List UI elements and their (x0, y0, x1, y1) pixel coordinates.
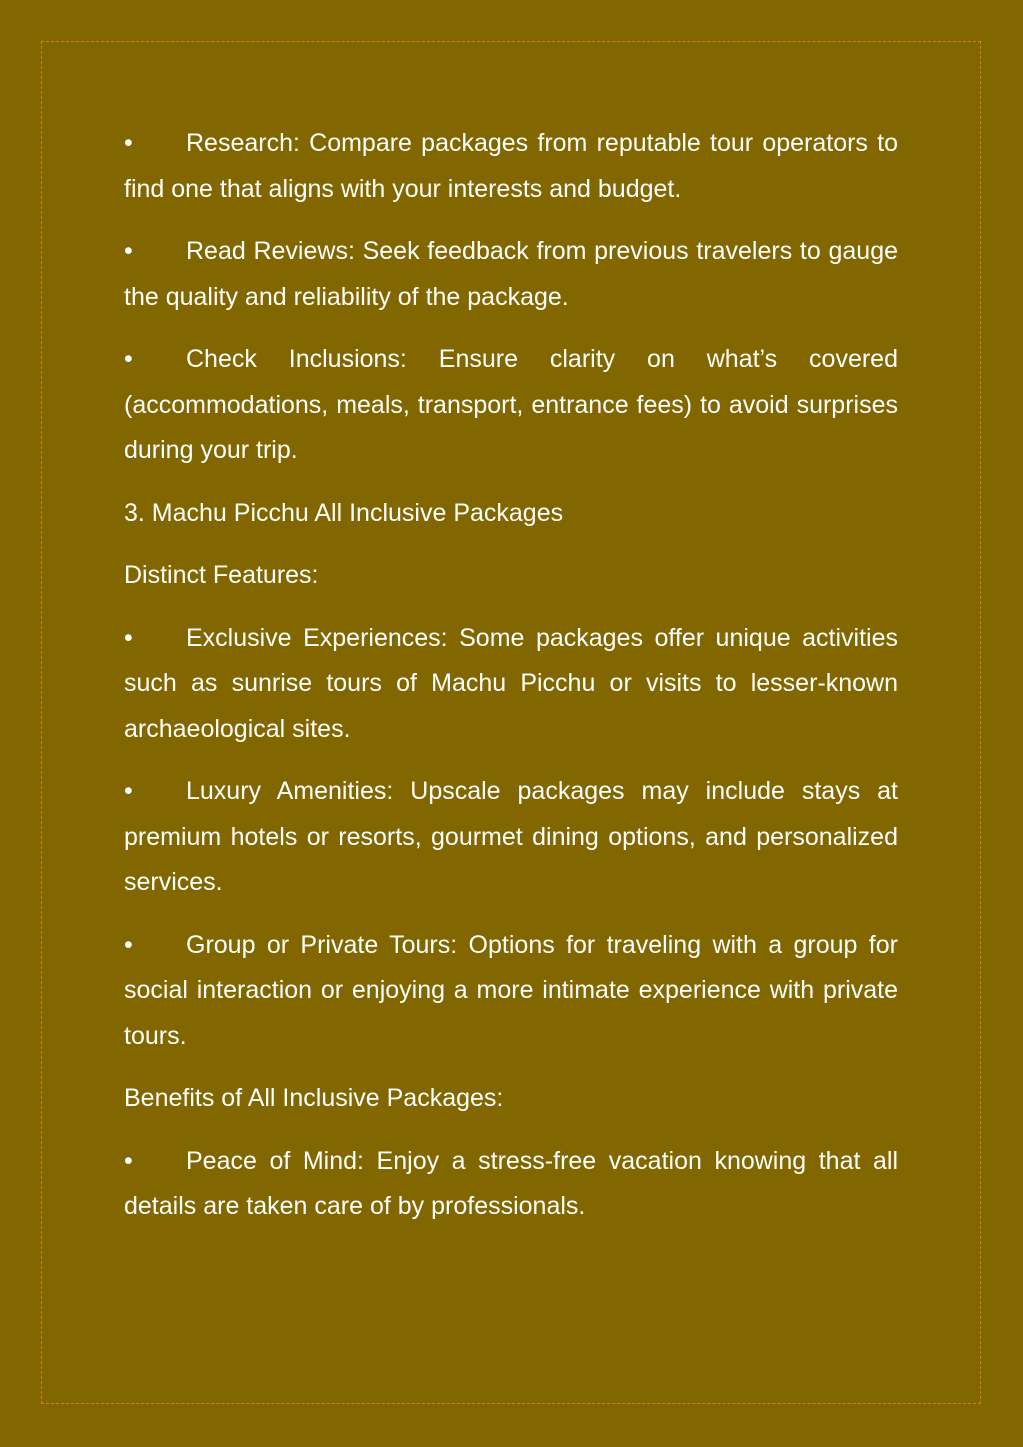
subsection-heading-benefits: Benefits of All Inclusive Packages: (124, 1084, 504, 1112)
bullet-peace-of-mind (124, 1139, 898, 1230)
bullet-text: Luxury Amenities: Upscale packages may include stays at premium hotels or resorts, gourmet dining options, and personalized services. (124, 777, 898, 896)
bullet-text: Check Inclusions: Ensure clarity on what’s covered (accommodations, meals, transport, entrance fees) to avoid surprises during your trip. (124, 345, 898, 464)
bullet-text: Read Reviews: Seek feedback from previous travelers to gauge the quality and reliability of the package. (124, 237, 898, 311)
document-body (124, 121, 898, 1247)
bullet-text: Peace of Mind: Enjoy a stress-free vacation knowing that all details are taken care of by professionals. (124, 1146, 898, 1220)
bullet-glyph: • (124, 129, 133, 157)
bullet-glyph: • (124, 237, 133, 265)
bullet-glyph: • (124, 1146, 133, 1175)
section-heading: 3. Machu Picchu All Inclusive Packages (124, 498, 564, 527)
bullet-read-reviews (124, 229, 898, 320)
bullet-glyph: • (124, 623, 133, 652)
bullet-glyph: • (124, 777, 133, 805)
bullet-glyph: • (124, 930, 133, 959)
bullet-exclusive-experiences (124, 616, 898, 753)
bullet-text: Group or Private Tours: Options for traveling with a group for social interaction or enjoying a more intimate experience with private tours. (124, 930, 898, 1050)
bullet-text: Research: Compare packages from reputable tour operators to find one that aligns with your interests and budget. (124, 129, 898, 203)
bullet-glyph: • (124, 345, 133, 373)
bullet-text: Exclusive Experiences: Some packages offer unique activities such as sunrise tours of Machu Picchu or visits to lesser-known archaeological sites. (124, 623, 898, 743)
bullet-group-private-tours (124, 923, 898, 1060)
subsection-heading-features: Distinct Features: (124, 561, 319, 589)
bullet-luxury-amenities (124, 769, 898, 906)
bullet-research (124, 121, 898, 212)
bullet-check-inclusions (124, 337, 898, 474)
